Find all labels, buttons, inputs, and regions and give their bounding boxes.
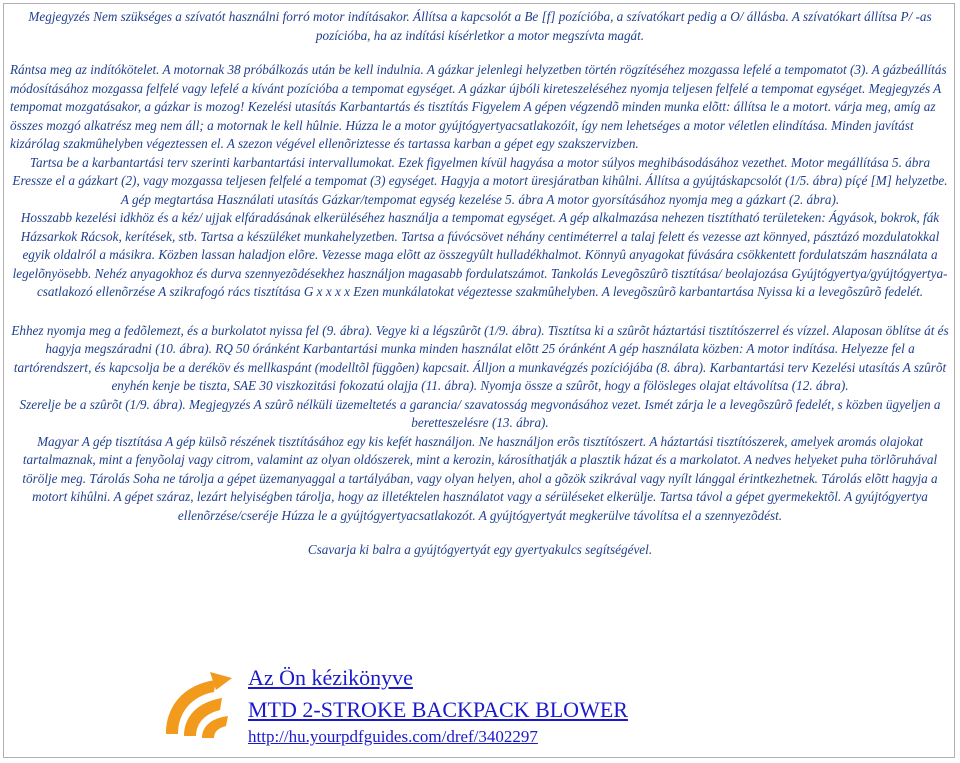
paragraph: Rántsa meg az indítókötelet. A motornak 38 próbálkozás után be kell indulnia. A gázkar jelenlegi helyzetben történ rögzítéséhez mozgassa lefelé a tempomatot (3). A gázbeállítás módosításához mozgassa felfelé vagy lefelé a kívánt pozícióba a tempomat egységet. A gázkar újbóli kireteszeléséhez nyomja teljesen felfelé a tempomat egységet. Megjegyzés A tempomat mozgatásakor, a gázkar is mozog! Kezelési utasítás Karbantartás és tisztítás Figyelem A gépen végzendõ minden munka elõtt: állítsa le a motort. várja meg, amíg az összes mozgó alkatrész meg nem áll; a motornak le kell hûlnie. Húzza le a motor gyújtógyertyacsatlakozóit, így nem lehetséges a motor véletlen elindítása. Minden javítást kizárólag szakmûhelyben végeztessen el. A szezon végével ellenõriztesse és tartassa karban a gépet egy szakszervizben. (10, 62, 947, 151)
paragraph: Hosszabb kezelési idkhöz és a kéz/ ujjak elfáradásának elkerüléséhez használja a tempomat egységet. A gép alkalmazása nehezen tisztítható területeken: Ágyások, bokrok, fák Házsarkok Rácsok, kerítések, stb. Tartsa a készüléket munkahelyzetben. Tartsa a fúvócsövet néhány centiméterrel a talaj felett és vezesse azt könnyed, pásztázó mozdulatokkal egyik oldalról a másikra. Közben lassan haladjon elõre. Vezesse maga elõtt az összegyûlt hulladékhalmot. Könnyû anyagokat fúvására csökkentett fordulatszám használata a legelõnyösebb. Nehéz anyagokhoz és durva szennyezõdésekhez használjon magasabb fordulatszámot. Tankolás Levegõszûrõ tisztítása/ beolajozása Gyújtógyertya/gyújtógyertya-csatlakozó ellenõrzése A szikrafogó rács tisztítása G x x x x Ezen munkálatokat végeztesse szakmûhelyben. A levegõszûrõ karbantartása Nyissa ki a levegõszûrõ fedelét. (12, 210, 948, 299)
paragraph-spacer (10, 525, 950, 541)
paragraph: Tartsa be a karbantartási terv szerinti karbantartási intervallumokat. Ezek figyelmen kívül hagyása a motor súlyos meghibásodásához vezethet. Motor megállítása 5. ábra Eressze el a gázkart (2), vagy mozgassa teljesen felfelé a tempomat (3) egységet. Hagyja a motort üresjáratban kihûlni. Állítsa a gyújtáskapcsolót (1/5. ábra) píçé [M] helyzetbe. A gép megtartása Használati utasítás Gázkar/tempomat egység kezelése 5. ábra A motor gyorsításához nyomja meg a gázkart (2. ábra). (12, 154, 948, 207)
paragraph: Szerelje be a szûrõt (1/9. ábra). Megjegyzés A szûrõ nélküli üzemeltetés a garancia/ szavatosság megvonásához vezet. Ismét zárja le a levegõszûrõ fedelét, s közben ügyeljen a beretteszelésre (13. ábra). (19, 396, 941, 430)
paragraph: Megjegyzés Nem szükséges a szívatót használni forró motor indításakor. Állítsa a kapcsolót a Be [f] pozícióba, a szívatókart pedig a O/ állásba. A szívatókart állítsa P/ -as pozícióba, ha az indítási kísérletkor a motor megszívta magát. (28, 9, 932, 43)
footer-links (248, 660, 628, 748)
paragraph: Csavarja ki balra a gyújtógyertyát egy gyertyakulcs segítségével. (307, 542, 653, 557)
manual-text-body (10, 8, 950, 560)
paragraph: Magyar A gép tisztítása A gép külsõ részének tisztításához egy kis kefét használjon. Ne használjon erõs tisztítószert. A háztartási tisztítószerek, amelyek aromás olajokat tartalmaznak, mint a fenyõolaj vagy citrom, valamint az olyan oldószerek, mint a kerozin, károsíthatják a plasztik házat és a markolatot. A nedves helyeket puha törlõruhával törölje meg. Tárolás Soha ne tárolja a gépet üzemanyaggal a tartályában, vagy olyan helyen, ahol a gõzök szikrával vagy nyílt lánggal érintkezhetnek. Tárolás elõtt hagyja a motort kihûlni. A gépet száraz, lezárt helyiségben tárolja, hogy az illetéktelen használatot vagy a sérüléseket elkerülje. Tartsa távol a gépet gyermekektõl. A gyújtógyertya ellenõrzése/cseréje Húzza le a gyújtógyertyacsatlakozót. A gyújtógyertyát megkerülve távolítsa el a szennyezõdést. (22, 433, 938, 523)
document-page (3, 3, 955, 758)
guide-logo-icon (156, 664, 240, 748)
paragraph-spacer (10, 45, 950, 61)
paragraph-spacer (10, 302, 950, 322)
source-url-link[interactable]: http://hu.yourpdfguides.com/dref/3402297 (248, 727, 538, 746)
product-name-link[interactable]: MTD 2-STROKE BACKPACK BLOWER (248, 697, 628, 722)
manual-title-link[interactable]: Az Ön kézikönyve (248, 665, 413, 690)
footer-banner (156, 660, 716, 756)
paragraph: Ehhez nyomja meg a fedõlemezt, és a burkolatot nyissa fel (9. ábra). Vegye ki a légszûrõt (1/9. ábra). Tisztítsa ki a szûrõt háztartási tisztítószerrel és vízzel. Alaposan öblítse át és hagyja megszáradni (10. ábra). RQ 50 óránként Karbantartási munka minden használat elõtt 25 óránként A gép használata közben: A motor indítása. Helyezze fel a tartórendszert, és kapcsolja be a deréköv és mellkaspánt (modelltõl függõen) kapcsait. Álljon a munkavégzés pozíciójába (8. ábra). Karbantartási terv Kezelési utasítás A szûrõt enyhén kenje be tiszta, SAE 30 viszkozitási fokozatú olajja (11. ábra). Nyomja össze a szûrõt, hogy a fölösleges olajat eltávolítsa (12. ábra). (11, 322, 949, 393)
